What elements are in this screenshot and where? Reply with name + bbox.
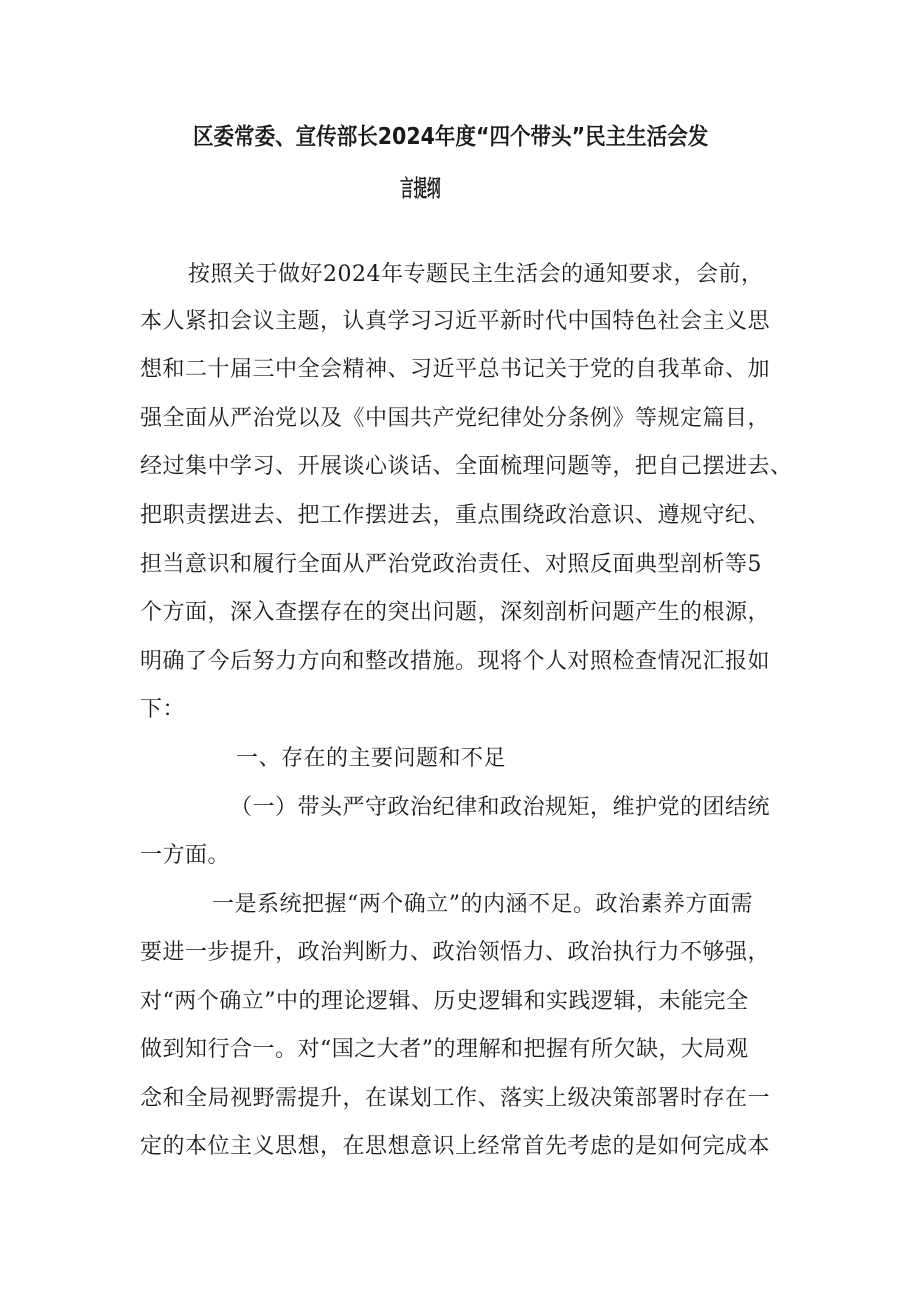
subsection-line-2: 一方面。: [140, 843, 231, 868]
intro-line-6: 把职责摆进去、把工作摆进去，重点围绕政治意识、遵规守纪、: [140, 503, 771, 528]
point-line-6: 定的本位主义思想，在思想意识上经常首先考虑的是如何完成本: [140, 1134, 771, 1159]
intro-line-9: 明确了今后努力方向和整改措施。现将个人对照检查情况汇报如: [140, 649, 771, 674]
intro-line-1: 按照关于做好2024年专题民主生活会的通知要求，会前，: [188, 262, 764, 287]
intro-line-2: 本人紧扣会议主题，认真学习习近平新时代中国特色社会主义思: [140, 309, 771, 334]
point-line-2: 要进一步提升，政治判断力、政治领悟力、政治执行力不够强，: [140, 940, 771, 965]
point-line-5: 念和全局视野需提升，在谋划工作、落实上级决策部署时存在一: [140, 1086, 771, 1111]
document-title-line-2: 言提纲: [400, 176, 441, 202]
section-heading: 一、存在的主要问题和不足: [236, 746, 507, 771]
intro-line-4: 强全面从严治党以及《中国共产党纪律处分条例》等规定篇目，: [140, 406, 771, 431]
document-title-line-1: 区委常委、宣传部长2024年度“四个带头”民主生活会发: [193, 124, 709, 150]
intro-line-8: 个方面，深入查摆存在的突出问题，深刻剖析问题产生的根源，: [140, 600, 771, 625]
intro-line-5: 经过集中学习、开展谈心谈话、全面梳理问题等，把自己摆进去、: [140, 454, 793, 479]
subsection-line-1: （一）带头严守政治纪律和政治规矩，维护党的团结统: [230, 795, 771, 820]
intro-line-10: 下：: [140, 697, 186, 722]
intro-line-3: 想和二十届三中全会精神、习近平总书记关于党的自我革命、加: [140, 357, 771, 382]
point-line-3: 对“两个确立”中的理论逻辑、历史逻辑和实践逻辑，未能完全: [140, 989, 749, 1014]
point-line-1: 一是系统把握“两个确立”的内涵不足。政治素养方面需: [212, 892, 753, 917]
point-line-4: 做到知行合一。对“国之大者”的理解和把握有所欠缺，大局观: [140, 1037, 749, 1062]
intro-line-7: 担当意识和履行全面从严治党政治责任、对照反面典型剖析等5: [140, 552, 762, 577]
